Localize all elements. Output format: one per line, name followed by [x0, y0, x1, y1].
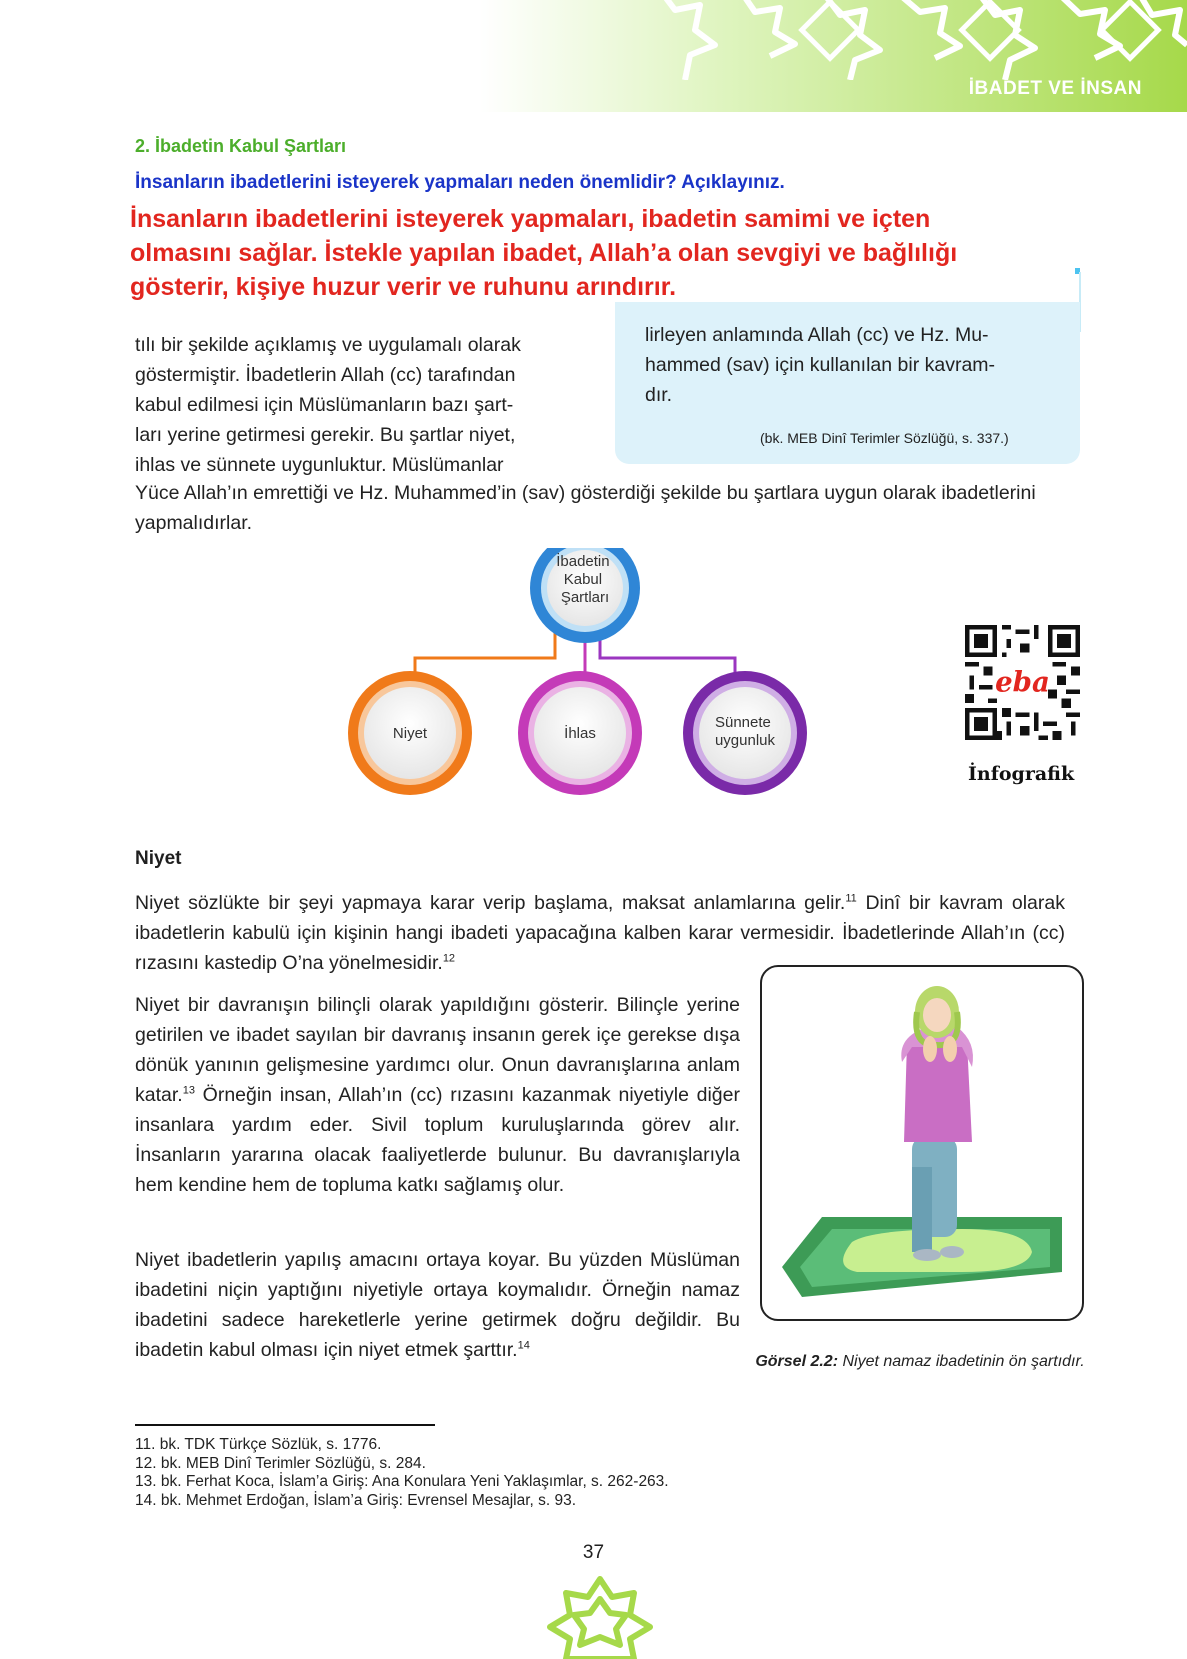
text-line: kabul edilmesi için Müslümanların bazı şart-	[135, 394, 514, 416]
text-line: göstermiştir. İbadetlerin Allah (cc) tarafından	[135, 364, 516, 386]
node-label: İhlas	[564, 725, 596, 742]
infographic-diagram	[330, 548, 840, 848]
node-label: Niyet	[392, 725, 428, 742]
node-label: Sünnete	[714, 714, 771, 731]
paragraph-text: Örneğin insan, Allah’ın (cc) rızasını kazanmak niyetiyle diğer insanlara yardım eder. Sivil toplum kuruluşlarında görev alır. İnsanların yararına olacak faaliyetlerde bulunur. Bu davranışlarıyla hem kendine hem de topluma katkı sağlamış olur.	[135, 1084, 740, 1196]
figure-caption-text: Niyet namaz ibadetinin ön şartıdır.	[838, 1353, 1085, 1370]
node-niyet	[348, 671, 472, 795]
paragraph-text: Niyet sözlükte bir şeyi yapmaya karar verip başlama, maksat anlamlarına gelir.	[135, 892, 846, 914]
text-line: tılı bir şekilde açıklamış ve uygulamalı olarak	[135, 334, 521, 356]
center-node	[530, 548, 640, 643]
answer-text: İnsanların ibadetlerini isteyerek yapmaları, ibadetin samimi ve içten olmasını sağlar. İstekle yapılan ibadet, Allah’a olan sevgiyi ve bağlılığı gösterir, kişiye huzur verir ve ruhunu arındırır.	[130, 205, 958, 301]
footnote-ref: 14	[517, 1339, 530, 1352]
paragraph-text: Niyet bir davranışın bilinçli olarak yapıldığını gösterir. Bilinçle yerine getirilen ve ibadet sayılan bir davranış insanın gerek içe gerekse dışa dönük yanının gelişmesine yardımcı olur. Onun davranışlarına anlam katar.	[135, 994, 740, 1106]
info-line: hammed (sav) için kullanılan bir kavram-	[645, 354, 996, 376]
page-number: 37	[582, 1542, 605, 1563]
qr-code-icon[interactable]	[965, 625, 1080, 740]
figure-caption	[755, 1352, 1085, 1372]
center-label: İbadetin	[556, 553, 610, 570]
node-sunnete-uygunluk	[683, 671, 807, 795]
figure-caption-label: Görsel 2.2:	[755, 1353, 839, 1370]
footnote: 14. bk. Mehmet Erdoğan, İslam’a Giriş: Evrensel Mesajlar, s. 93.	[135, 1491, 577, 1509]
section-heading: 2. İbadetin Kabul Şartları	[135, 136, 347, 156]
footnote-ref: 13	[182, 1084, 195, 1097]
paragraph	[135, 990, 740, 1200]
footnote: 12. bk. MEB Dinî Terimler Sözlüğü, s. 284.	[135, 1454, 426, 1472]
footer-star-ornament	[530, 1575, 670, 1659]
footnote: 13. bk. Ferhat Koca, İslam’a Giriş: Ana Konulara Yeni Yaklaşımlar, s. 262-263.	[135, 1473, 669, 1490]
info-box-text	[645, 320, 1055, 410]
svg-text:Sünnete uygunluk	[715, 714, 776, 749]
header-star-pattern	[480, 0, 1187, 80]
eba-badge: eba	[995, 665, 1050, 699]
paragraph-text: Dinî bir kavram olarak ibadetlerin kabulü için kişinin hangi ibadeti yapacağına kalben karar vermesidir. İbadetlerinde Allah’ın (cc) rızasını kastedip O’na yönelmesidir.	[135, 892, 1065, 974]
center-label: Şartları	[560, 589, 610, 606]
info-line: dır.	[645, 384, 673, 406]
footnote-ref: 12	[442, 952, 456, 965]
subsection-heading: Niyet	[135, 848, 182, 869]
text-line: ları yerine getirmesi gerekir. Bu şartlar niyet,	[135, 424, 516, 446]
qr-label: İnfografik	[968, 763, 1075, 785]
header-title: İBADET VE İNSAN	[968, 78, 1142, 99]
paragraph	[135, 1245, 740, 1365]
footnote-divider	[135, 1424, 435, 1426]
node-ihlas	[518, 671, 642, 795]
praying-girl-illustration	[762, 967, 1082, 1319]
left-column-text	[135, 330, 590, 480]
info-line: lirleyen anlamında Allah (cc) ve Hz. Mu-	[645, 324, 989, 346]
info-box-reference: (bk. MEB Dinî Terimler Sözlüğü, s. 337.)	[760, 430, 1009, 446]
figure-frame	[760, 965, 1084, 1321]
paragraph: Yüce Allah’ın emrettiği ve Hz. Muhammed’in (sav) gösterdiği şekilde bu şartlara uygun olarak ibadetlerini yapmalıdırlar.	[135, 482, 1036, 534]
node-label: uygunluk	[714, 732, 776, 749]
connector-niyet	[415, 608, 555, 683]
paragraph-text: Niyet ibadetlerin yapılış amacını ortaya koyar. Bu yüzden Müslüman ibadetini niçin yaptığını niyetiyle ortaya koymalıdır. Örneğin namaz ibadetini sadece hareketlerle yerine getirmek doğru değildir. Bu ibadetin kabul olması için niyet etmek şarttır.	[135, 1249, 740, 1361]
svg-text:İbadetin Kabul Şar	[556, 552, 614, 606]
footnote: 11. bk. TDK Türkçe Sözlük, s. 1776.	[135, 1436, 382, 1453]
question-text: İnsanların ibadetlerini isteyerek yapmaları neden önemlidir? Açıklayınız.	[135, 172, 785, 193]
footnote-ref: 11	[845, 892, 857, 905]
footnotes	[135, 1436, 669, 1510]
center-label: Kabul	[563, 571, 603, 588]
text-line: ihlas ve sünnete uygunluktur. Müslümanlar	[135, 454, 504, 476]
